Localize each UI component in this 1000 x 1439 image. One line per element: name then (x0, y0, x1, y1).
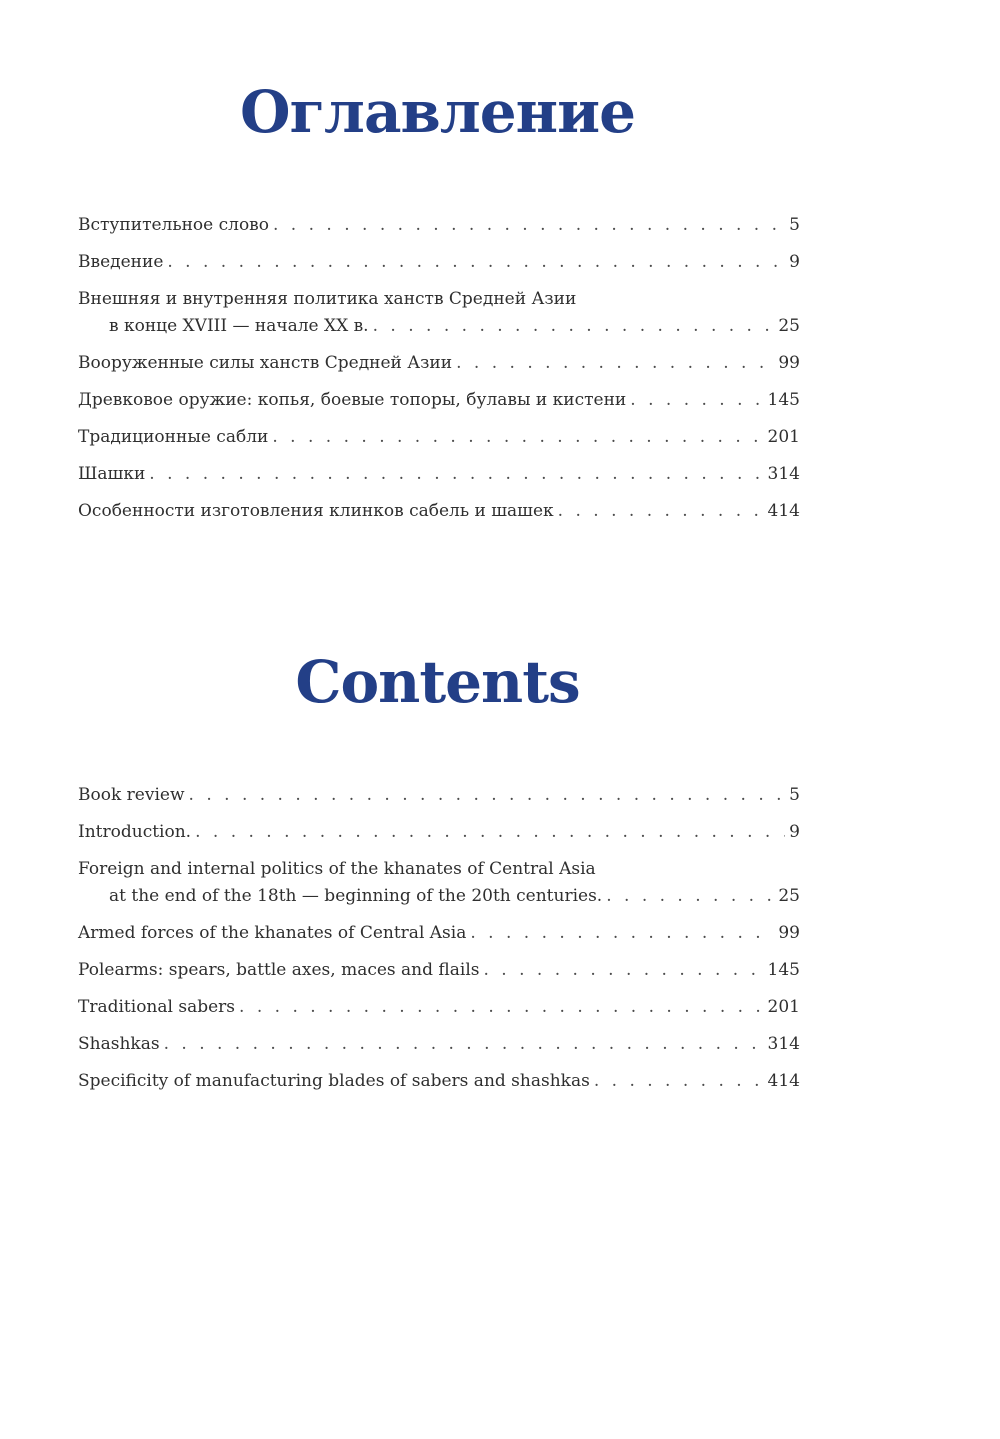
toc-entry-page: 25 (778, 886, 800, 906)
toc-entry-title: Polearms: spears, battle axes, maces and flails (78, 960, 480, 980)
toc-entry-page: 145 (767, 390, 800, 410)
dot-leader (189, 782, 786, 809)
toc-entry[interactable] (78, 212, 800, 239)
toc-entry-title-continued: at the end of the 18th — beginning of the 20th centuries. (109, 886, 603, 906)
toc-entry-page: 5 (789, 215, 800, 235)
dot-leader (456, 350, 774, 377)
toc-entry[interactable] (78, 920, 800, 947)
toc-entry[interactable] (78, 461, 800, 488)
dot-leader (195, 819, 785, 846)
toc-entry-title: Внешняя и внутренняя политика ханств Средней Азии (78, 289, 577, 309)
toc-entry-title: Shashkas (78, 1034, 160, 1054)
dot-leader (273, 212, 785, 239)
toc-entry[interactable] (78, 819, 800, 846)
dot-leader (239, 994, 764, 1021)
toc-entry[interactable] (78, 1068, 800, 1095)
toc-entry[interactable] (78, 1031, 800, 1058)
toc-entry-page: 314 (767, 464, 800, 484)
dot-leader (149, 461, 763, 488)
dot-leader (167, 249, 785, 276)
toc-entry-page: 201 (767, 997, 800, 1017)
dot-leader (272, 424, 763, 451)
toc-entry-page: 314 (767, 1034, 800, 1054)
dot-leader (470, 920, 774, 947)
dot-leader (594, 1068, 764, 1095)
toc-entry[interactable] (78, 249, 800, 276)
dot-leader (373, 313, 775, 340)
toc-entry-page: 201 (767, 427, 800, 447)
toc-entry[interactable] (78, 350, 800, 377)
toc-entry-title: Traditional sabers (78, 997, 236, 1017)
toc-entry-page: 414 (767, 1071, 800, 1091)
toc-entry-page: 414 (767, 501, 800, 521)
toc-entry[interactable] (78, 957, 800, 984)
toc-entry-title: Specificity of manufacturing blades of sabers and shashkas (78, 1071, 590, 1091)
dot-leader (558, 498, 764, 525)
heading-english: Contents (295, 648, 580, 716)
dot-leader (630, 387, 763, 414)
toc-entry[interactable] (78, 286, 800, 340)
toc-entry[interactable] (78, 498, 800, 525)
toc-entry-title: Вступительное слово (78, 215, 269, 235)
toc-entry[interactable] (78, 387, 800, 414)
toc-entry-page: 9 (789, 822, 800, 842)
toc-entry-page: 99 (778, 353, 800, 373)
toc-entry-page: 145 (767, 960, 800, 980)
heading-russian: Оглавление (239, 78, 635, 146)
dot-leader (164, 1031, 764, 1058)
toc-entry[interactable] (78, 424, 800, 451)
toc-entry-page: 99 (778, 923, 800, 943)
toc-entry-title: Шашки (78, 464, 146, 484)
toc-entry-title: Introduction. (78, 822, 192, 842)
toc-entry-title: Древковое оружие: копья, боевые топоры, булавы и кистени (78, 390, 627, 410)
toc-entry-page: 9 (789, 252, 800, 272)
toc-russian (78, 212, 800, 535)
toc-entry-title: Особенности изготовления клинков сабель и шашек (78, 501, 554, 521)
dot-leader (606, 883, 774, 910)
toc-entry-title: Введение (78, 252, 164, 272)
toc-entry-page: 5 (789, 785, 800, 805)
toc-entry-title: Book review (78, 785, 185, 805)
toc-entry[interactable] (78, 782, 800, 809)
toc-entry-title-continued: в конце XVIII — начале XX в. (109, 316, 369, 336)
toc-entry[interactable] (78, 994, 800, 1021)
toc-entry-title: Foreign and internal politics of the khanates of Central Asia (78, 859, 596, 879)
toc-entry[interactable] (78, 856, 800, 910)
dot-leader (483, 957, 763, 984)
toc-entry-page: 25 (778, 316, 800, 336)
toc-entry-title: Armed forces of the khanates of Central Asia (78, 923, 467, 943)
toc-entry-title: Традиционные сабли (78, 427, 269, 447)
toc-english (78, 782, 800, 1105)
toc-entry-title: Вооруженные силы ханств Средней Азии (78, 353, 453, 373)
